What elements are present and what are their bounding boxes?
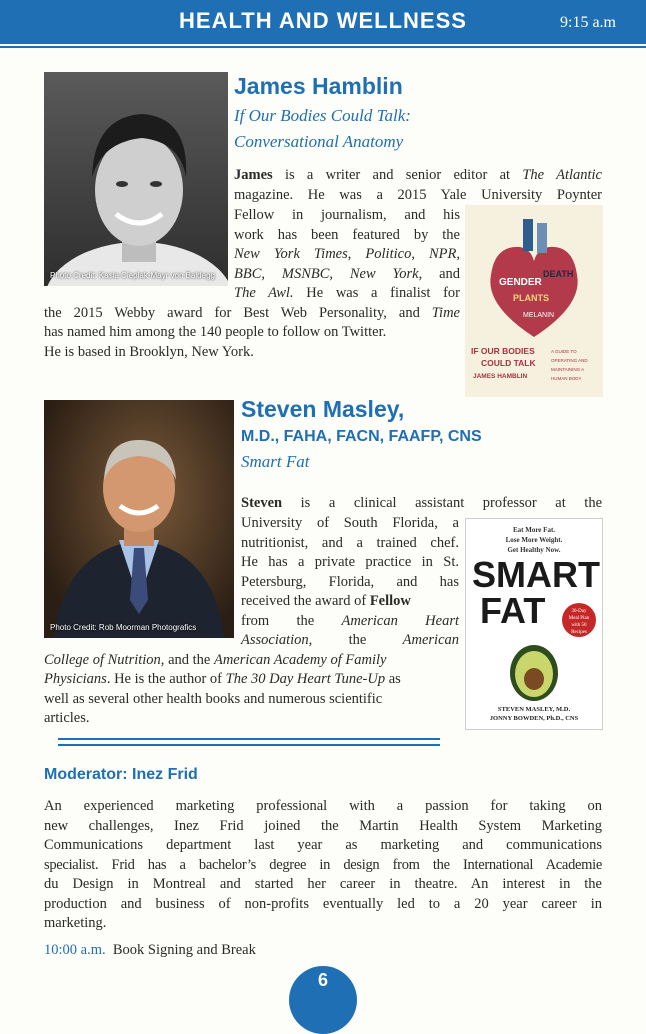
- bio-text: as: [388, 671, 401, 687]
- book-title: Smart Fat: [241, 452, 310, 471]
- award-name: Fellow: [369, 593, 411, 609]
- portrait-illustration: [44, 72, 228, 286]
- bio-line: Petersburg, Florida, and has: [241, 574, 459, 590]
- cover-author: JONNY BOWDEN, Ph.D., CNS: [489, 715, 579, 722]
- cover-author: JAMES HAMBLIN: [473, 373, 528, 380]
- badge-text: with 50: [571, 623, 587, 628]
- organization-name: American Heart: [341, 613, 459, 629]
- publication-name: Time: [431, 305, 460, 321]
- moderator-bio-line: specialist. Frid has a bachelor’s degree in design from the International Academie: [44, 857, 602, 873]
- cover-side-text: MAINTAINING A: [551, 367, 585, 372]
- schedule-item: [44, 941, 256, 961]
- section-divider: [58, 744, 440, 746]
- section-title: HEALTH AND WELLNESS: [179, 8, 467, 33]
- badge-text: Meal Plan: [568, 616, 590, 621]
- bio-text: He was a finalist for: [306, 285, 461, 301]
- cover-side-text: OPERATING AND: [551, 358, 588, 363]
- bio-line: [44, 304, 460, 324]
- bio-text: and: [439, 266, 460, 282]
- cover-title-line: FAT: [480, 590, 546, 631]
- session-time: 9:15 a.m: [560, 14, 616, 31]
- bio-line: well as several other health books and numerous scientific: [44, 691, 383, 707]
- bio-line: nutritionist, and a trained chef.: [241, 535, 459, 551]
- publication-name: The Awl.: [234, 285, 294, 301]
- bio-line: He is based in Brooklyn, New York.: [44, 344, 254, 360]
- cover-author: STEVEN MASLEY, M.D.: [497, 706, 571, 713]
- bio-line: [241, 612, 459, 632]
- art-word: PLANTS: [513, 293, 549, 303]
- organization-name: Association,: [241, 632, 313, 648]
- book-cover-if-our-bodies-could-talk: [465, 205, 603, 397]
- organization-name: College of Nutrition,: [44, 652, 165, 668]
- bio-first-name: James: [234, 167, 273, 183]
- portrait-illustration: [44, 400, 234, 638]
- bio-line: magazine. He was a 2015 Yale University Poynter: [234, 187, 602, 203]
- moderator-heading: Moderator: Inez Frid: [44, 766, 198, 783]
- bio-text: . He is the author of: [106, 671, 222, 687]
- moderator-bio-line: du Design in Montreal and started her career in theatre. An interest in the: [44, 876, 602, 892]
- book-title-line: If Our Bodies Could Talk:: [234, 106, 411, 125]
- moderator-bio-line: Communications department last year as marketing and communications: [44, 837, 602, 853]
- moderator-bio-line: marketing.: [44, 915, 107, 931]
- avocado-icon: [504, 637, 564, 703]
- bio-text: and the: [168, 652, 211, 668]
- cover-title-line: SMART: [472, 554, 600, 595]
- bio-line: [241, 631, 459, 651]
- bio-text: is a clinical assistant professor at the: [300, 495, 603, 511]
- cover-tagline: Lose More Weight.: [505, 536, 563, 544]
- bio-line: [44, 670, 459, 690]
- page-number: 6: [289, 966, 357, 1034]
- bio-line: [234, 265, 460, 285]
- photo-credit: Photo Credit: Kasia Cieplak-Mayr von Baldegg: [50, 271, 215, 280]
- bio-line: [234, 166, 602, 186]
- speaker-photo-james-hamblin: [44, 72, 228, 286]
- bio-text: the: [348, 632, 367, 648]
- schedule-time: 10:00 a.m.: [44, 942, 106, 958]
- art-word: GENDER: [499, 277, 542, 288]
- book-title-line: Conversational Anatomy: [234, 132, 404, 151]
- bio-line: work has been featured by the: [234, 227, 460, 243]
- publication-names: New York Times, Politico, NPR,: [234, 246, 460, 262]
- cover-tagline: Get Healthy Now.: [507, 546, 561, 554]
- bio-line: University of South Florida, a: [241, 515, 459, 531]
- bio-line: has named him among the 140 people to follow on Twitter.: [44, 324, 387, 340]
- header-bar: [0, 0, 646, 44]
- bio-text: from the: [241, 613, 315, 629]
- cover-tagline: Eat More Fat.: [512, 526, 556, 534]
- speaker-name: Steven Masley,: [241, 396, 405, 422]
- publication-name: The Atlantic: [522, 167, 602, 183]
- moderator-bio-line: An experienced marketing professional with a passion for taking on: [44, 798, 602, 814]
- bio-text: the 2015 Webby award for Best Web Personality, and: [44, 305, 420, 321]
- speaker-photo-steven-masley: [44, 400, 234, 638]
- bio-line: [234, 284, 460, 304]
- cover-title-line: IF OUR BODIES: [471, 346, 535, 356]
- photo-credit: Photo Credit: Rob Moorman Photografics: [50, 623, 197, 632]
- bio-line: articles.: [44, 710, 90, 726]
- bio-line: [241, 494, 602, 514]
- speaker-name: James Hamblin: [234, 73, 403, 99]
- section-divider: [58, 738, 440, 740]
- bio-line: Fellow in journalism, and his: [234, 207, 460, 223]
- bio-line: [241, 592, 459, 612]
- moderator-bio-line: production and business of non-profits eventually led to a 20 year career in: [44, 896, 602, 912]
- bio-line: [44, 651, 459, 671]
- bio-line: He has a private practice in St.: [241, 554, 459, 570]
- badge-text: Recipes: [571, 630, 587, 635]
- book-name: The 30 Day Heart Tune-Up: [225, 671, 386, 687]
- speaker-credentials: M.D., FAHA, FACN, FAAFP, CNS: [241, 428, 482, 445]
- art-word: DEATH: [543, 269, 574, 279]
- organization-name: American Academy of Family: [213, 652, 387, 668]
- moderator-bio-line: new challenges, Inez Frid joined the Martin Health System Marketing: [44, 818, 602, 834]
- header-rule: [0, 46, 646, 48]
- badge-text: 30-Day: [571, 609, 587, 614]
- bio-text: is a writer and senior editor at: [284, 167, 511, 183]
- meal-plan-badge: [562, 603, 596, 637]
- art-word: MELANIN: [523, 312, 555, 319]
- organization-name: Physicians: [44, 671, 107, 687]
- publication-names: BBC, MSNBC, New York,: [234, 266, 423, 282]
- cover-title-line: COULD TALK: [481, 358, 536, 368]
- cover-side-text: A GUIDE TO: [551, 349, 577, 354]
- organization-name: American: [402, 632, 460, 648]
- schedule-event: Book Signing and Break: [112, 942, 256, 958]
- cover-side-text: HUMAN BODY: [551, 376, 582, 381]
- book-cover-smart-fat: [465, 518, 603, 730]
- bio-text: received the award of: [241, 593, 367, 609]
- bio-first-name: Steven: [241, 495, 283, 511]
- bio-line: [234, 245, 460, 265]
